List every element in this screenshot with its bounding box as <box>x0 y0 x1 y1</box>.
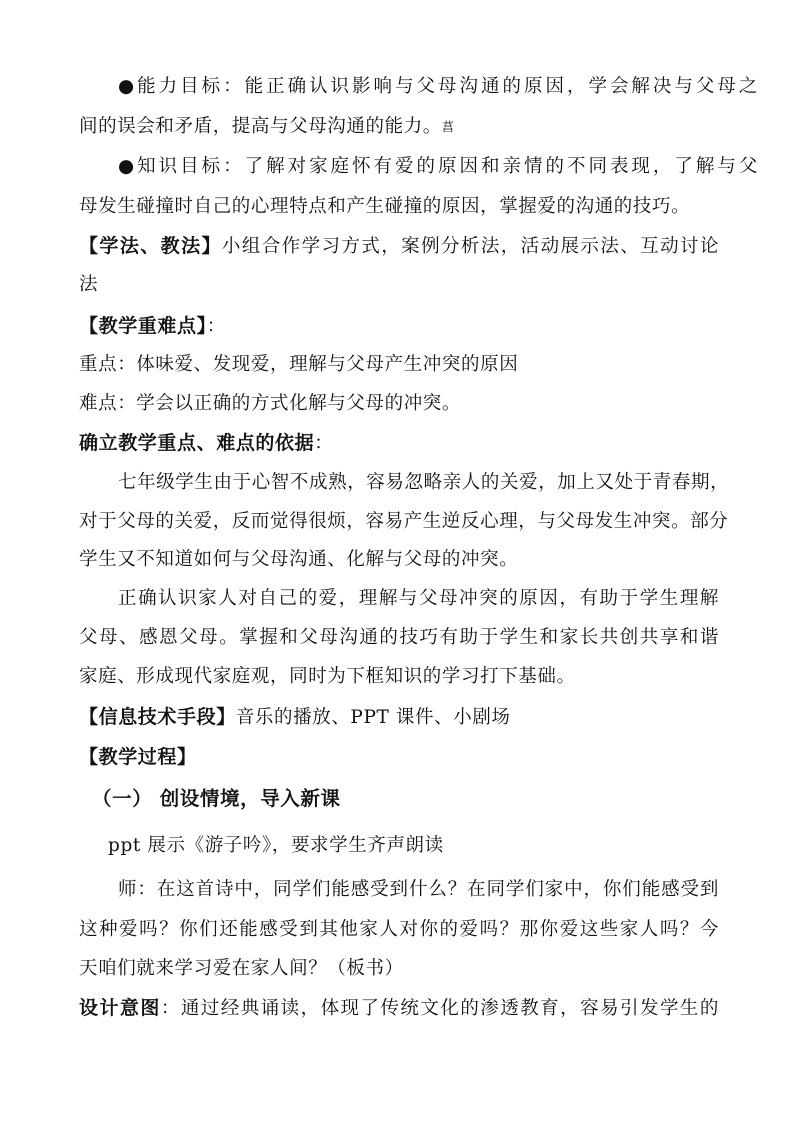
methods-heading: 【学法、教法】 <box>79 235 222 257</box>
basis-paragraph-2-line-1: 正确认识家人对自己的爱，理解与父母冲突的原因，有助于学生理解 <box>118 588 719 609</box>
knowledge-goal-label: ●知识目标： <box>118 156 245 177</box>
difficult-point: 难点：学会以正确的方式化解与父母的冲突。 <box>79 393 462 414</box>
basis-paragraph-1-line-1: 七年级学生由于心智不成熟，容易忽略亲人的关爱，加上又处于青春期， <box>118 472 730 493</box>
key-points-heading: 【教学重难点】： <box>79 315 226 337</box>
basis-paragraph-2-line-3: 家庭、形成现代家庭观，同时为下框知识的学习打下基础。 <box>79 666 576 687</box>
methods-line-2: 法 <box>79 274 99 295</box>
basis-heading: 确立教学重点、难点的依据： <box>79 432 334 454</box>
basis-paragraph-1-line-3: 学生又不知道如何与父母沟通、化解与父母的冲突。 <box>79 549 519 570</box>
ability-goal-label: ●能力目标： <box>118 76 245 97</box>
stray-mark: 菖 <box>441 120 455 134</box>
ability-goal-line-1: ●能力目标：能正确认识影响与父母沟通的原因，学会解决与父母之 <box>118 76 758 97</box>
teacher-line-2: 这种爱吗？你们还能感受到其他家人对你的爱吗？那你爱这些家人吗？今 <box>79 919 719 940</box>
ability-goal-line-2: 间的误会和矛盾，提高与父母沟通的能力。菖 <box>79 116 455 137</box>
methods-line-1: 【学法、教法】小组合作学习方式，案例分析法，活动展示法、互动讨论 <box>79 235 719 257</box>
tech-heading: 【信息技术手段】 <box>79 706 236 728</box>
ppt-line: ppt 展示《游子吟》，要求学生齐声朗读 <box>108 835 444 856</box>
design-intent-line: 设计意图：通过经典诵读，体现了传统文化的渗透教育，容易引发学生的 <box>79 997 719 1019</box>
knowledge-goal-line-2: 母发生碰撞时自己的心理特点和产生碰撞的原因，掌握爱的沟通的技巧。 <box>79 196 691 217</box>
tech-line: 【信息技术手段】音乐的播放、PPT 课件、小剧场 <box>79 706 511 728</box>
design-intent-label: 设计意图 <box>79 997 161 1019</box>
key-point: 重点：体味爱、发现爱，理解与父母产生冲突的原因 <box>79 354 519 375</box>
teacher-line-3: 天咱们就来学习爱在家人间？（板书） <box>79 958 404 979</box>
section-1-heading: （一） 创设情境，导入新课 <box>92 787 341 810</box>
process-heading: 【教学过程】 <box>79 746 197 768</box>
basis-paragraph-1-line-2: 对于父母的关爱，反而觉得很烦，容易产生逆反心理，与父母发生冲突。部分 <box>79 511 729 532</box>
teacher-line-1: 师：在这首诗中，同学们能感受到什么？在同学们家中，你们能感受到 <box>118 879 719 900</box>
basis-paragraph-2-line-2: 父母、感恩父母。掌握和父母沟通的技巧有助于学生和家长共创共享和谐 <box>79 627 719 648</box>
knowledge-goal-line-1: ●知识目标：了解对家庭怀有爱的原因和亲情的不同表现，了解与父 <box>118 156 758 177</box>
